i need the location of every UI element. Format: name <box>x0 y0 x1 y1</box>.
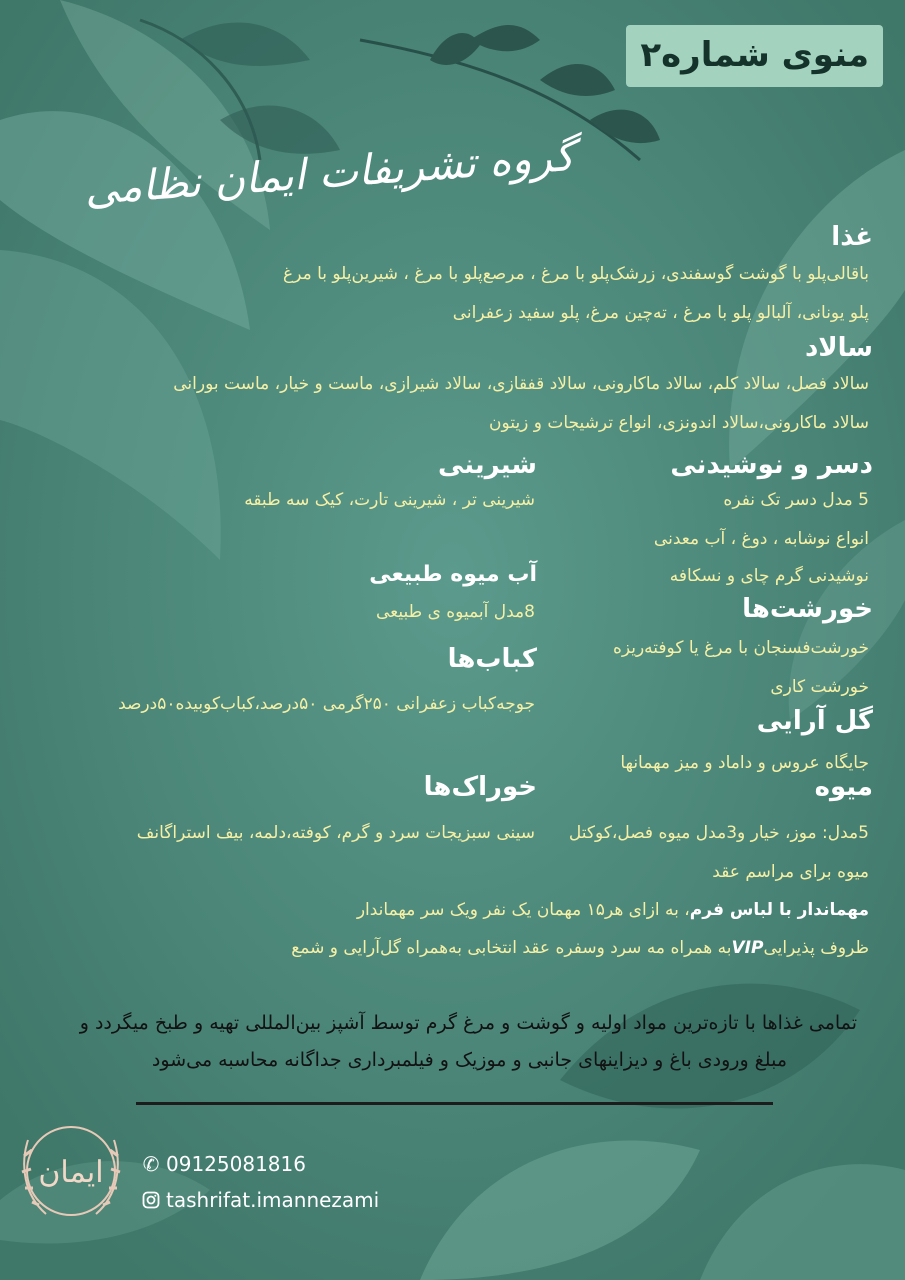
sweets-line-1: شیرینی تر ، شیرینی تارت، کیک سه طبقه <box>244 490 535 510</box>
flowers-heading: گل آرایی <box>756 706 873 736</box>
dessert-line-1: 5 مدل دسر تک نفره <box>723 490 869 510</box>
brand-script: گروه تشریفات ایمان نظامی <box>83 130 577 215</box>
appetizers-heading: خوراک‌ها <box>423 772 537 802</box>
salad-heading: سالاد <box>804 333 873 363</box>
juice-line-1: 8مدل آبمیوه ی طبیعی <box>376 602 535 622</box>
logo <box>10 1110 132 1232</box>
fruit-heading: میوه <box>814 772 873 802</box>
fruit-line-2: میوه برای مراسم عقد <box>712 862 869 882</box>
food-line-1: باقالی‌پلو با گوشت گوسفندی، زرشک‌پلو با مرغ ، مرصع‌پلو با مرغ ، شیرین‌پلو با مرغ <box>283 264 869 284</box>
host-line <box>357 900 869 920</box>
food-heading: غذا <box>831 222 873 252</box>
host-bold: مهماندار با لباس فرم <box>689 900 869 920</box>
dessert-line-2: انواع نوشابه ، دوغ ، آب معدنی <box>653 529 869 549</box>
stews-line-1: خورشت‌فسنجان با مرغ یا کوفته‌ریزه <box>612 638 869 658</box>
stews-line-2: خورشت کاری <box>770 677 869 697</box>
salad-line-2: سالاد ماکارونی،سالاد اندونزی، انواع ترشیجات و زیتون <box>489 413 869 433</box>
appetizers-line-1: سینی سبزیجات سرد و گرم، کوفته،دلمه، بیف استراگانف <box>136 823 535 843</box>
dessert-heading: دسر و نوشیدنی <box>670 450 873 480</box>
phone-row <box>140 1152 306 1176</box>
footer-note-1: تمامی غذاها با تازه‌ترین مواد اولیه و گوشت و مرغ گرم توسط آشپز بین‌المللی تهیه و طبخ میگردد و <box>79 1012 857 1034</box>
dessert-line-3: نوشیدنی گرم چای و نسکافه <box>669 566 869 586</box>
phone-number: 09125081816 <box>166 1152 306 1176</box>
instagram-icon <box>140 1188 162 1212</box>
dishes-line <box>291 938 869 958</box>
phone-icon: ✆ <box>142 1152 160 1176</box>
dishes-vip: VIP <box>731 938 764 958</box>
dishes-rest: به همراه مه سرد وسفره عقد انتخابی به‌همراه گل‌آرایی و شمع <box>291 938 732 958</box>
fruit-line-1: 5مدل: موز، خیار و3مدل میوه فصل،کوکتل <box>568 823 869 843</box>
instagram-row <box>140 1188 379 1212</box>
sweets-heading: شیرینی <box>437 450 537 480</box>
menu-title: منوی شماره۲ <box>626 25 883 87</box>
kebab-heading: کباب‌ها <box>447 644 537 674</box>
juice-heading: آب میوه طبیعی <box>369 562 537 587</box>
instagram-handle: tashrifat.imannezami <box>166 1188 380 1212</box>
logo-text: ایمان <box>38 1155 104 1190</box>
host-rest: ، به ازای هر۱۵ مهمان یک نفر ویک سر مهماندار <box>356 900 690 920</box>
salad-line-1: سالاد فصل، سالاد کلم، سالاد ماکارونی، سالاد قفقازی، سالاد شیرازی، ماست و خیار، ماست بورانی <box>173 374 869 394</box>
divider <box>136 1102 773 1105</box>
kebab-line-1: جوجه‌کباب زعفرانی ۲۵۰گرمی ۵۰درصد،کباب‌کوبیده۵۰درصد <box>118 694 535 714</box>
food-line-2: پلو یونانی، آلبالو پلو با مرغ ، ته‌چین مرغ، پلو سفید زعفرانی <box>452 303 869 323</box>
stews-heading: خورشت‌ها <box>742 594 873 624</box>
dishes-prefix: ظروف پذیرایی <box>763 938 869 958</box>
footer-note-2: مبلغ ورودی باغ و دیزاینهای جانبی و موزیک و فیلمبرداری جداگانه محاسبه می‌شود <box>151 1049 787 1071</box>
flowers-line-1: جایگاه عروس و داماد و میز مهمانها <box>620 753 869 773</box>
